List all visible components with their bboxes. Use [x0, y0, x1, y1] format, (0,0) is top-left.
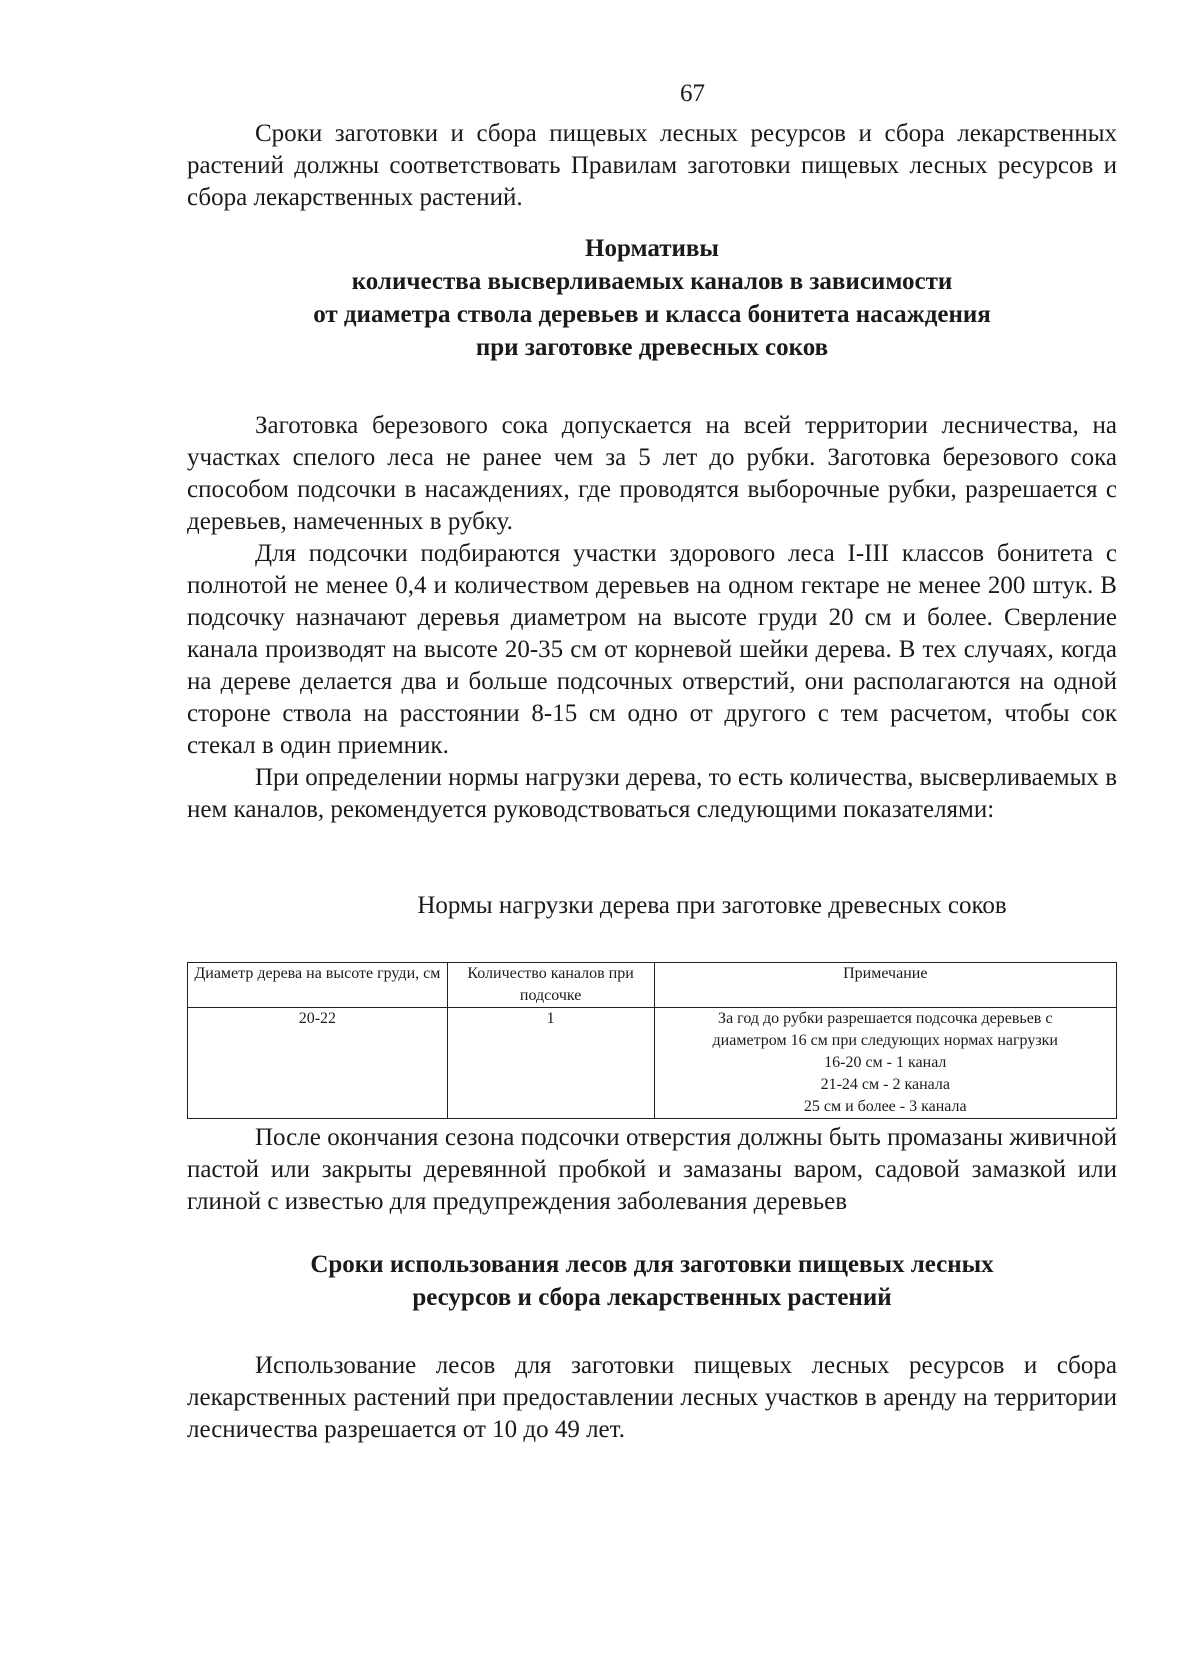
header-note: Примечание [654, 963, 1116, 1008]
cell-channels: 1 [447, 1008, 654, 1119]
section1-heading-line: Нормативы [585, 235, 719, 262]
after-table-paragraph: После окончания сезона подсочки отверстия должны быть промазаны живичной пастой или закрыты деревянной пробкой и замазаны варом, садовой замазкой или глиной с известью для предупреждения заболевания деревьев [187, 1124, 1117, 1215]
section1-paragraph: Заготовка березового сока допускается на всей территории лесничества, на участках спелого леса не ранее чем за 5 лет до рубки. Заготовка березового сока способом подсочки в насаждениях, где проводятся выборочные рубки, разрешается с деревьев, намеченных в рубку. [187, 412, 1117, 535]
section2-heading-line: ресурсов и сбора лекарственных растений [412, 1284, 892, 1311]
note-line: 21-24 см - 2 канала [820, 1076, 950, 1093]
table-row [188, 1008, 1117, 1119]
section2-heading-line: Сроки использования лесов для заготовки пищевых лесных [310, 1251, 994, 1278]
cell-diameter: 20-22 [188, 1008, 448, 1119]
section2-paragraph: Использование лесов для заготовки пищевых лесных ресурсов и сбора лекарственных растений при предоставлении лесных участков в аренду на территории лесничества разрешается от 10 до 49 лет. [187, 1352, 1117, 1443]
section1-paragraph: Для подсочки подбираются участки здорового леса I-III классов бонитета с полнотой не менее 0,4 и количеством деревьев на одном гектаре не менее 200 штук. В подсочку назначают деревья диаметром на высоте груди 20 см и более. Сверление канала производят на высоте 20-35 см от корневой шейки дерева. В тех случаях, когда на дереве делается два и больше подсочных отверстий, они располагаются на одной стороне ствола на расстоянии 8-15 см одно от другого с тем расчетом, чтобы сок стекал в один приемник. [187, 540, 1117, 759]
section1-heading-line: количества высверливаемых каналов в зависимости [351, 268, 953, 295]
note-line: 25 см и более - 3 канала [803, 1098, 967, 1115]
header-diameter: Диаметр дерева на высоте груди, см [188, 963, 448, 1008]
section2-heading [187, 1248, 1117, 1314]
load-norms-table [187, 962, 1117, 1119]
page-number: 67 [680, 80, 705, 107]
note-line: диаметром 16 см при следующих нормах нагрузки [712, 1032, 1058, 1049]
section1-heading-line: при заготовке древесных соков [475, 334, 829, 361]
note-line: 16-20 см - 1 канал [824, 1054, 947, 1071]
table-caption: Нормы нагрузки дерева при заготовке древесных соков [417, 892, 1007, 919]
table-header-row [188, 963, 1117, 1008]
header-channels: Количество каналов при подсочке [447, 963, 654, 1008]
section1-paragraph: При определении нормы нагрузки дерева, то есть количества, высверливаемых в нем каналов, рекомендуется руководствоваться следующими показателями: [187, 764, 1117, 823]
section1-heading-line: от диаметра ствола деревьев и класса бонитета насаждения [313, 301, 991, 328]
cell-note [654, 1008, 1116, 1119]
intro-paragraph: Сроки заготовки и сбора пищевых лесных ресурсов и сбора лекарственных растений должны соответствовать Правилам заготовки пищевых лесных ресурсов и сбора лекарственных растений. [187, 120, 1117, 211]
note-line: За год до рубки разрешается подсочка деревьев с [718, 1010, 1053, 1027]
section1-heading [187, 232, 1117, 364]
